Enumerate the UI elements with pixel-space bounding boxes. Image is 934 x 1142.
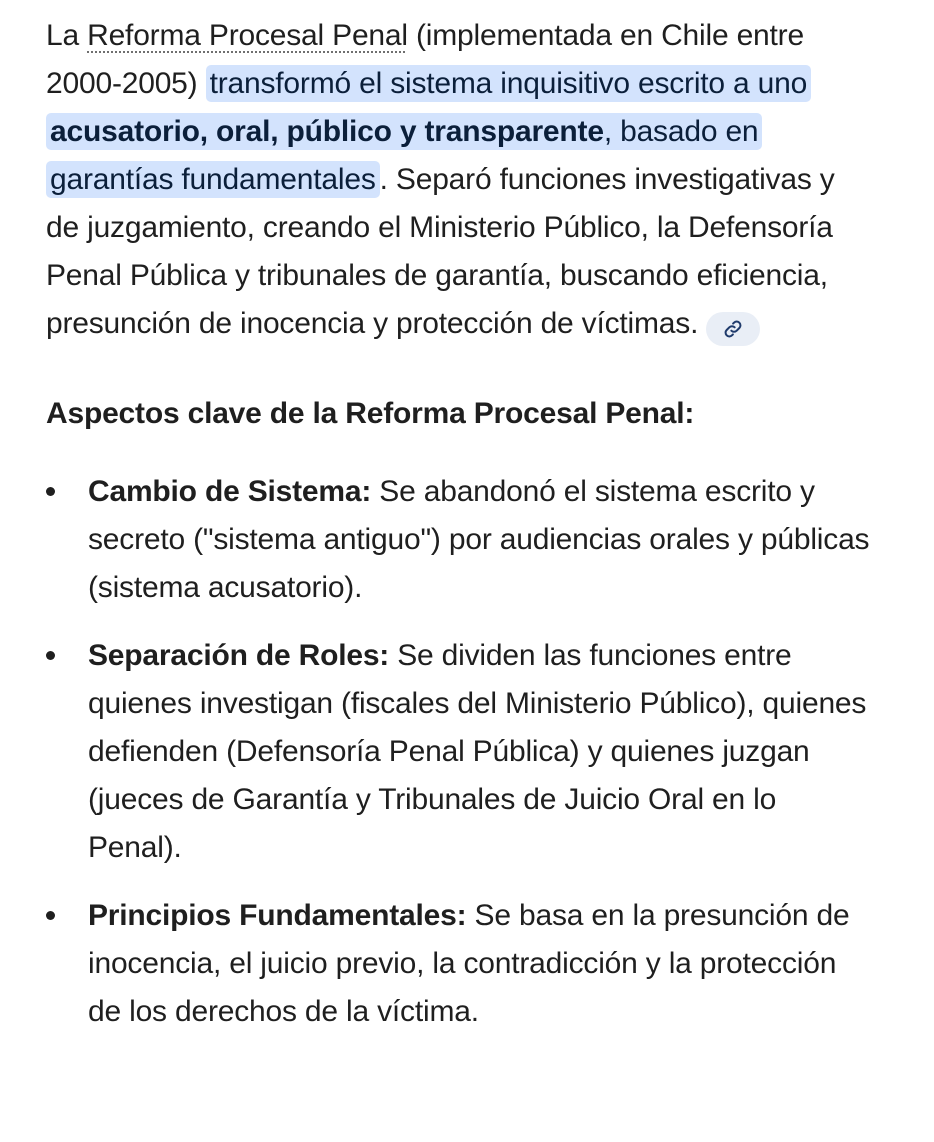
link-icon bbox=[723, 319, 743, 339]
list-item-text: Se abandonó el sistema escrito y secreto ("sistema antiguo") por audiencias orales y públicas (sistema acusatorio). bbox=[88, 475, 870, 604]
section-heading: Aspectos clave de la Reforma Procesal Penal: bbox=[46, 397, 695, 430]
intro-text-dates: (implementada en Chile entre 2000-2005) bbox=[46, 19, 804, 100]
list-item-text: Se dividen las funciones entre quienes investigan (fiscales del Ministerio Público), quienes defienden (Defensoría Penal Pública) y quienes juzgan (jueces de Garantía y Tribunales de Juicio Oral en lo Penal). bbox=[88, 639, 867, 864]
intro-text-start: La bbox=[46, 19, 88, 52]
bullet-icon bbox=[46, 487, 55, 496]
list-item bbox=[46, 468, 874, 612]
highlight-text-1: transformó el sistema inquisitivo escrito a uno bbox=[209, 67, 808, 100]
intro-text-end: . Separó funciones investigativas y de juzgamiento, creando el Ministerio Público, la Defensoría Penal Pública y tribunales de garantía, buscando eficiencia, presunción de inocencia y protección de víctimas. bbox=[46, 163, 835, 340]
highlight-bold-text: acusatorio, oral, público y transparente bbox=[50, 115, 604, 148]
list-item-title: Separación de Roles: bbox=[88, 639, 390, 672]
reforma-term-link[interactable]: Reforma Procesal Penal bbox=[87, 19, 408, 52]
bullet-icon bbox=[46, 911, 55, 920]
list-item-title: Cambio de Sistema: bbox=[88, 475, 372, 508]
source-link-chip[interactable] bbox=[706, 312, 760, 346]
highlight-text-2: , basado en garantías fundamentales bbox=[50, 115, 759, 196]
list-item bbox=[46, 632, 874, 872]
list-item-text: Se basa en la presunción de inocencia, el juicio previo, la contradicción y la protección de los derechos de la víctima. bbox=[88, 899, 850, 1028]
intro-paragraph bbox=[46, 12, 874, 348]
list-item bbox=[46, 892, 874, 1036]
bullet-icon bbox=[46, 651, 55, 660]
list-item-title: Principios Fundamentales: bbox=[88, 899, 467, 932]
key-aspects-list bbox=[46, 468, 874, 1036]
